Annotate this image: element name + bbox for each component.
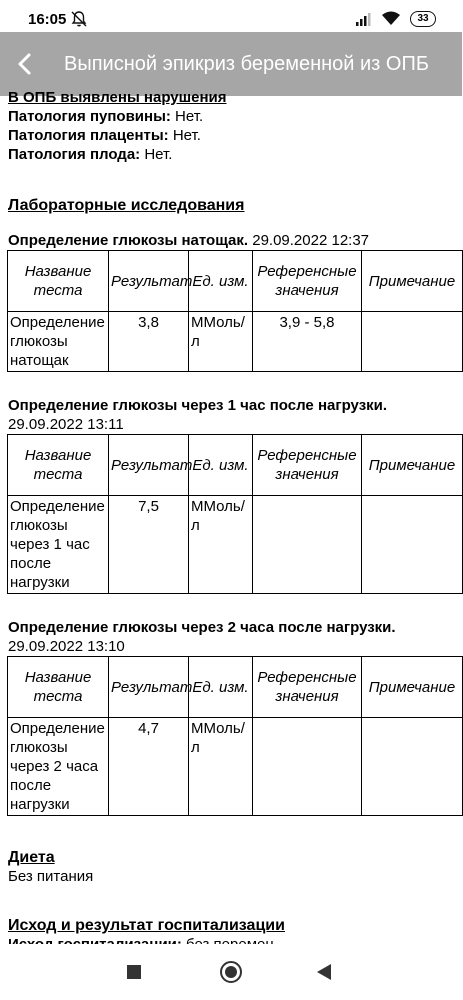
cell-name: Определение глюкозы через 1 час после нагрузки — [8, 496, 109, 594]
system-nav-bar — [0, 944, 462, 1000]
cell-ref — [253, 496, 362, 594]
document-content[interactable] — [0, 89, 462, 944]
table-row — [8, 312, 463, 372]
status-bar — [0, 0, 462, 32]
col-header-note: Примечание — [362, 251, 463, 312]
col-header-name: Название теста — [8, 251, 109, 312]
notifications-off-icon — [70, 10, 88, 28]
home-icon[interactable] — [219, 960, 243, 984]
col-header-ref: Референсные значения — [253, 251, 362, 312]
page-title: Выписной эпикриз беременной из ОПБ — [64, 53, 429, 75]
col-header-result: Результат — [109, 657, 189, 718]
test-datetime: 29.09.2022 13:10 — [8, 638, 125, 655]
col-header-ref: Референсные значения — [253, 435, 362, 496]
test-title: Определение глюкозы через 1 час после нагрузки. — [8, 397, 388, 414]
cell-ref: 3,9 - 5,8 — [253, 312, 362, 372]
test-title: Определение глюкозы натощак. 29.09.2022 12:37 — [8, 232, 370, 249]
col-header-unit: Ед. изм. — [189, 435, 253, 496]
table-row — [8, 718, 463, 816]
cell-name: Определение глюкозы натощак — [8, 312, 109, 372]
test-datetime: 29.09.2022 13:11 — [8, 416, 124, 433]
col-header-unit: Ед. изм. — [189, 251, 253, 312]
table-header-row — [8, 435, 463, 496]
app-bar — [0, 32, 462, 96]
diet-section-title: Диета — [8, 849, 55, 866]
lab-table — [7, 250, 463, 372]
table-header-row — [8, 251, 463, 312]
diet-value: Без питания — [8, 868, 94, 885]
table-row — [8, 496, 463, 594]
cell-result: 3,8 — [109, 312, 189, 372]
recent-apps-icon[interactable] — [126, 964, 142, 980]
back-nav-icon[interactable] — [316, 963, 332, 981]
cell-result: 4,7 — [109, 718, 189, 816]
status-time: 16:05 — [28, 11, 67, 28]
test-title: Определение глюкозы через 2 часа после нагрузки. — [8, 619, 396, 636]
battery-indicator: 33 — [410, 11, 436, 27]
pathology-row-fetus: Патология плода: Нет. — [8, 146, 173, 163]
col-header-note: Примечание — [362, 435, 463, 496]
cell-note — [362, 312, 463, 372]
pathology-row-umbilical: Патология пуповины: Нет. — [8, 108, 204, 125]
cell-unit: ММоль/л — [189, 312, 253, 372]
cell-ref — [253, 718, 362, 816]
labs-section-title: Лабораторные исследования — [8, 197, 245, 214]
cell-note — [362, 496, 463, 594]
cellular-signal-icon — [355, 11, 375, 26]
lab-table — [7, 656, 463, 816]
col-header-result: Результат — [109, 251, 189, 312]
cell-note — [362, 718, 463, 816]
col-header-note: Примечание — [362, 657, 463, 718]
table-header-row — [8, 657, 463, 718]
wifi-icon — [381, 10, 401, 26]
cell-unit: ММоль/л — [189, 496, 253, 594]
lab-table — [7, 434, 463, 594]
outcome-section-title: Исход и результат госпитализации — [8, 917, 285, 934]
cell-name: Определение глюкозы через 2 часа после нагрузки — [8, 718, 109, 816]
back-arrow-icon[interactable] — [10, 48, 42, 80]
col-header-unit: Ед. изм. — [189, 657, 253, 718]
col-header-result: Результат — [109, 435, 189, 496]
col-header-name: Название теста — [8, 435, 109, 496]
pathology-heading: В ОПБ выявлены нарушения — [8, 89, 227, 106]
col-header-name: Название теста — [8, 657, 109, 718]
col-header-ref: Референсные значения — [253, 657, 362, 718]
cell-unit: ММоль/л — [189, 718, 253, 816]
pathology-row-placenta: Патология плаценты: Нет. — [8, 127, 201, 144]
cell-result: 7,5 — [109, 496, 189, 594]
